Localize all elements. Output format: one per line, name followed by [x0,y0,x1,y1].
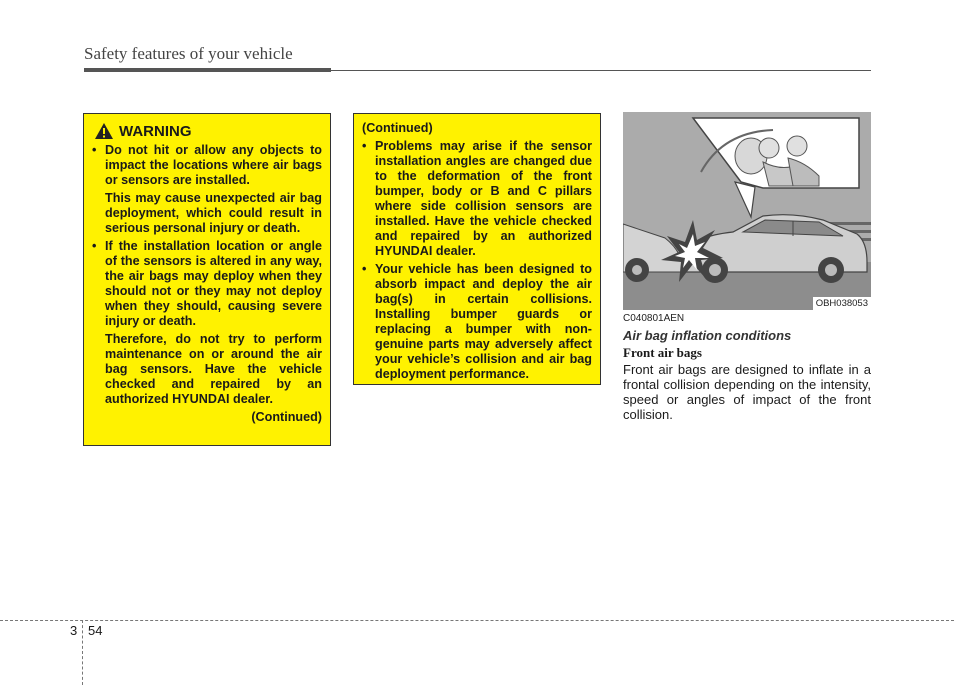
figure-code: OBH038053 [813,297,871,310]
page-number: 54 [88,623,103,638]
continued-item-2-text: Your vehicle has been designed to absorb impact and deploy the air bag(s) in certain collisions. Installing bumper guards or replacing a bumper with non-genuine parts may adversely affect your vehicle’s collision and air bag deployment performance. [375,262,592,381]
bullet-icon: • [362,262,367,276]
collision-illustration-icon [623,112,871,310]
image-reference-code: C040801AEN [623,313,685,324]
page-header-title: Safety features of your vehicle [84,44,293,63]
continued-warning-box [353,113,601,385]
header-rule-thin [331,70,871,71]
warning-item-1-text: Do not hit or allow any objects to impact the locations where air bags or sensors are installed. [105,143,322,187]
figure-caption: Air bag inflation conditions [623,328,792,343]
airbag-collision-illustration [623,112,871,310]
section-subheading: Front air bags [623,345,702,360]
warning-item-1-paragraph: This may cause unexpected air bag deployment, which could result in serious personal injury or death. [105,191,322,235]
warning-box [83,113,331,446]
warning-item-2-paragraph: Therefore, do not try to perform maintenance on or around the air bag sensors. Have the vehicle checked and repaired by an authorized HYUNDAI dealer. [105,332,322,406]
footer-vertical-divider [82,620,83,685]
warning-item-2 [92,239,322,329]
bullet-icon: • [92,239,97,253]
warning-item-2-text: If the installation location or angle of the sensors is altered in any way, the air bags may deploy when they should not or they may not deploy when they should, causing severe injury or death. [105,239,322,328]
continued-heading: (Continued) [362,121,433,135]
continued-item-2 [362,262,592,382]
continued-item-1-text: Problems may arise if the sensor installation angles are changed due to the deformation of the front bumper, body or B and C pillars where side collision sensors are installed. Have the vehicle checked and repaired by an authorized HYUNDAI dealer. [375,139,592,258]
bullet-icon: • [92,143,97,157]
continued-item-1 [362,139,592,259]
continued-label: (Continued) [251,410,322,424]
warning-heading [94,122,322,140]
bullet-icon: • [362,139,367,153]
warning-item-1 [92,143,322,188]
footer-divider [0,620,954,621]
chapter-number: 3 [70,623,78,638]
warning-triangle-icon [94,122,114,140]
header-rule-thick [84,68,331,72]
body-paragraph: Front air bags are designed to inflate in a frontal collision depending on the intensity, speed or angles of impact of the front collision. [623,362,871,422]
warning-heading-label: WARNING [119,122,192,140]
